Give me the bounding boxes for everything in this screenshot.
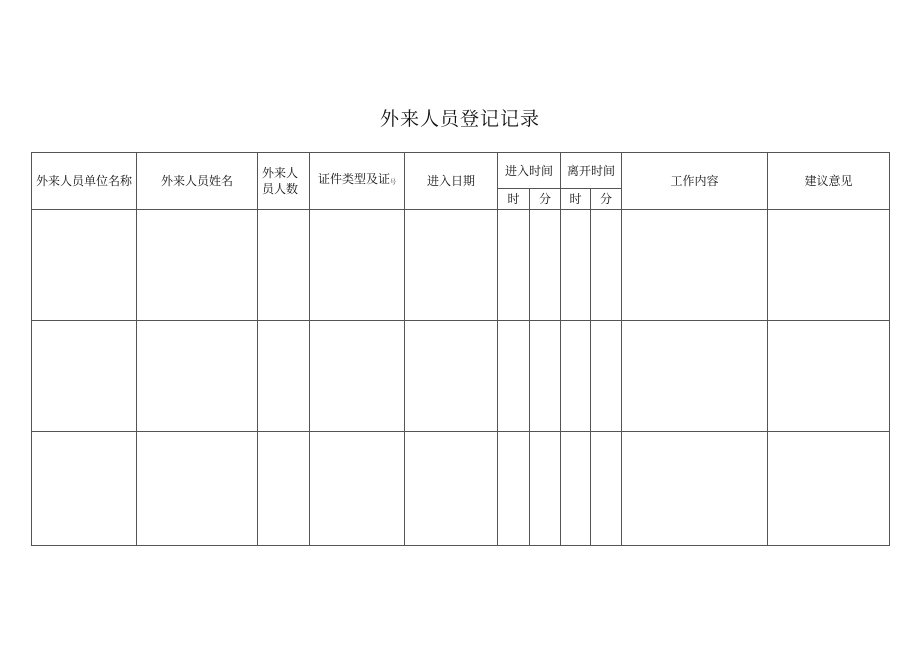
header-unit-name	[32, 153, 137, 210]
cell-leave-hour[interactable]	[561, 210, 591, 321]
cell-id-type[interactable]	[310, 321, 405, 432]
header-suggestion-label: 建议意见	[804, 174, 853, 188]
header-leave-hour	[561, 189, 591, 210]
header-entry-hour-label: 时	[507, 192, 520, 206]
cell-person-name[interactable]	[137, 432, 258, 546]
cell-id-type[interactable]	[310, 210, 405, 321]
cell-entry-date[interactable]	[405, 321, 498, 432]
cell-entry-date[interactable]	[405, 432, 498, 546]
header-entry-minute-label: 分	[539, 192, 552, 206]
cell-work-content[interactable]	[622, 210, 768, 321]
header-leave-minute-label: 分	[600, 192, 613, 206]
header-id-type-mark: 号	[390, 179, 397, 186]
header-person-count-label: 外来人员人数	[262, 166, 299, 196]
cell-entry-hour[interactable]	[498, 432, 530, 546]
cell-leave-minute[interactable]	[591, 432, 622, 546]
cell-entry-hour[interactable]	[498, 321, 530, 432]
visitor-register-table	[31, 152, 890, 546]
cell-leave-hour[interactable]	[561, 321, 591, 432]
header-unit-name-label: 外来人员单位名称	[35, 174, 132, 188]
header-id-type-label: 证件类型及证	[317, 172, 390, 186]
cell-suggestion[interactable]	[768, 210, 890, 321]
header-entry-time-label: 进入时间	[505, 163, 554, 178]
cell-work-content[interactable]	[622, 321, 768, 432]
header-leave-time-label: 离开时间	[567, 163, 616, 178]
cell-unit-name[interactable]	[32, 210, 137, 321]
header-entry-hour	[498, 189, 530, 210]
header-id-type	[310, 153, 405, 210]
cell-entry-minute[interactable]	[530, 210, 561, 321]
header-person-name-label: 外来人员姓名	[160, 174, 233, 188]
header-person-name	[137, 153, 258, 210]
cell-person-count[interactable]	[258, 321, 310, 432]
cell-suggestion[interactable]	[768, 321, 890, 432]
table-row	[32, 432, 890, 546]
header-work-content	[622, 153, 768, 210]
cell-entry-hour[interactable]	[498, 210, 530, 321]
cell-unit-name[interactable]	[32, 432, 137, 546]
table-row	[32, 210, 890, 321]
header-leave-time	[561, 153, 622, 189]
page-title: 外来人员登记记录	[379, 108, 540, 130]
cell-entry-date[interactable]	[405, 210, 498, 321]
header-work-content-label: 工作内容	[670, 174, 719, 188]
cell-person-name[interactable]	[137, 321, 258, 432]
cell-leave-minute[interactable]	[591, 321, 622, 432]
header-person-count	[258, 153, 310, 210]
cell-suggestion[interactable]	[768, 432, 890, 546]
header-entry-date	[405, 153, 498, 210]
header-entry-date-label: 进入日期	[426, 174, 475, 188]
header-leave-minute	[591, 189, 622, 210]
cell-entry-minute[interactable]	[530, 432, 561, 546]
cell-leave-minute[interactable]	[591, 210, 622, 321]
table-row	[32, 321, 890, 432]
cell-leave-hour[interactable]	[561, 432, 591, 546]
cell-unit-name[interactable]	[32, 321, 137, 432]
header-entry-time	[498, 153, 561, 189]
header-leave-hour-label: 时	[569, 192, 582, 206]
cell-id-type[interactable]	[310, 432, 405, 546]
cell-person-count[interactable]	[258, 432, 310, 546]
cell-person-count[interactable]	[258, 210, 310, 321]
cell-entry-minute[interactable]	[530, 321, 561, 432]
cell-person-name[interactable]	[137, 210, 258, 321]
header-entry-minute	[530, 189, 561, 210]
header-suggestion	[768, 153, 890, 210]
cell-work-content[interactable]	[622, 432, 768, 546]
